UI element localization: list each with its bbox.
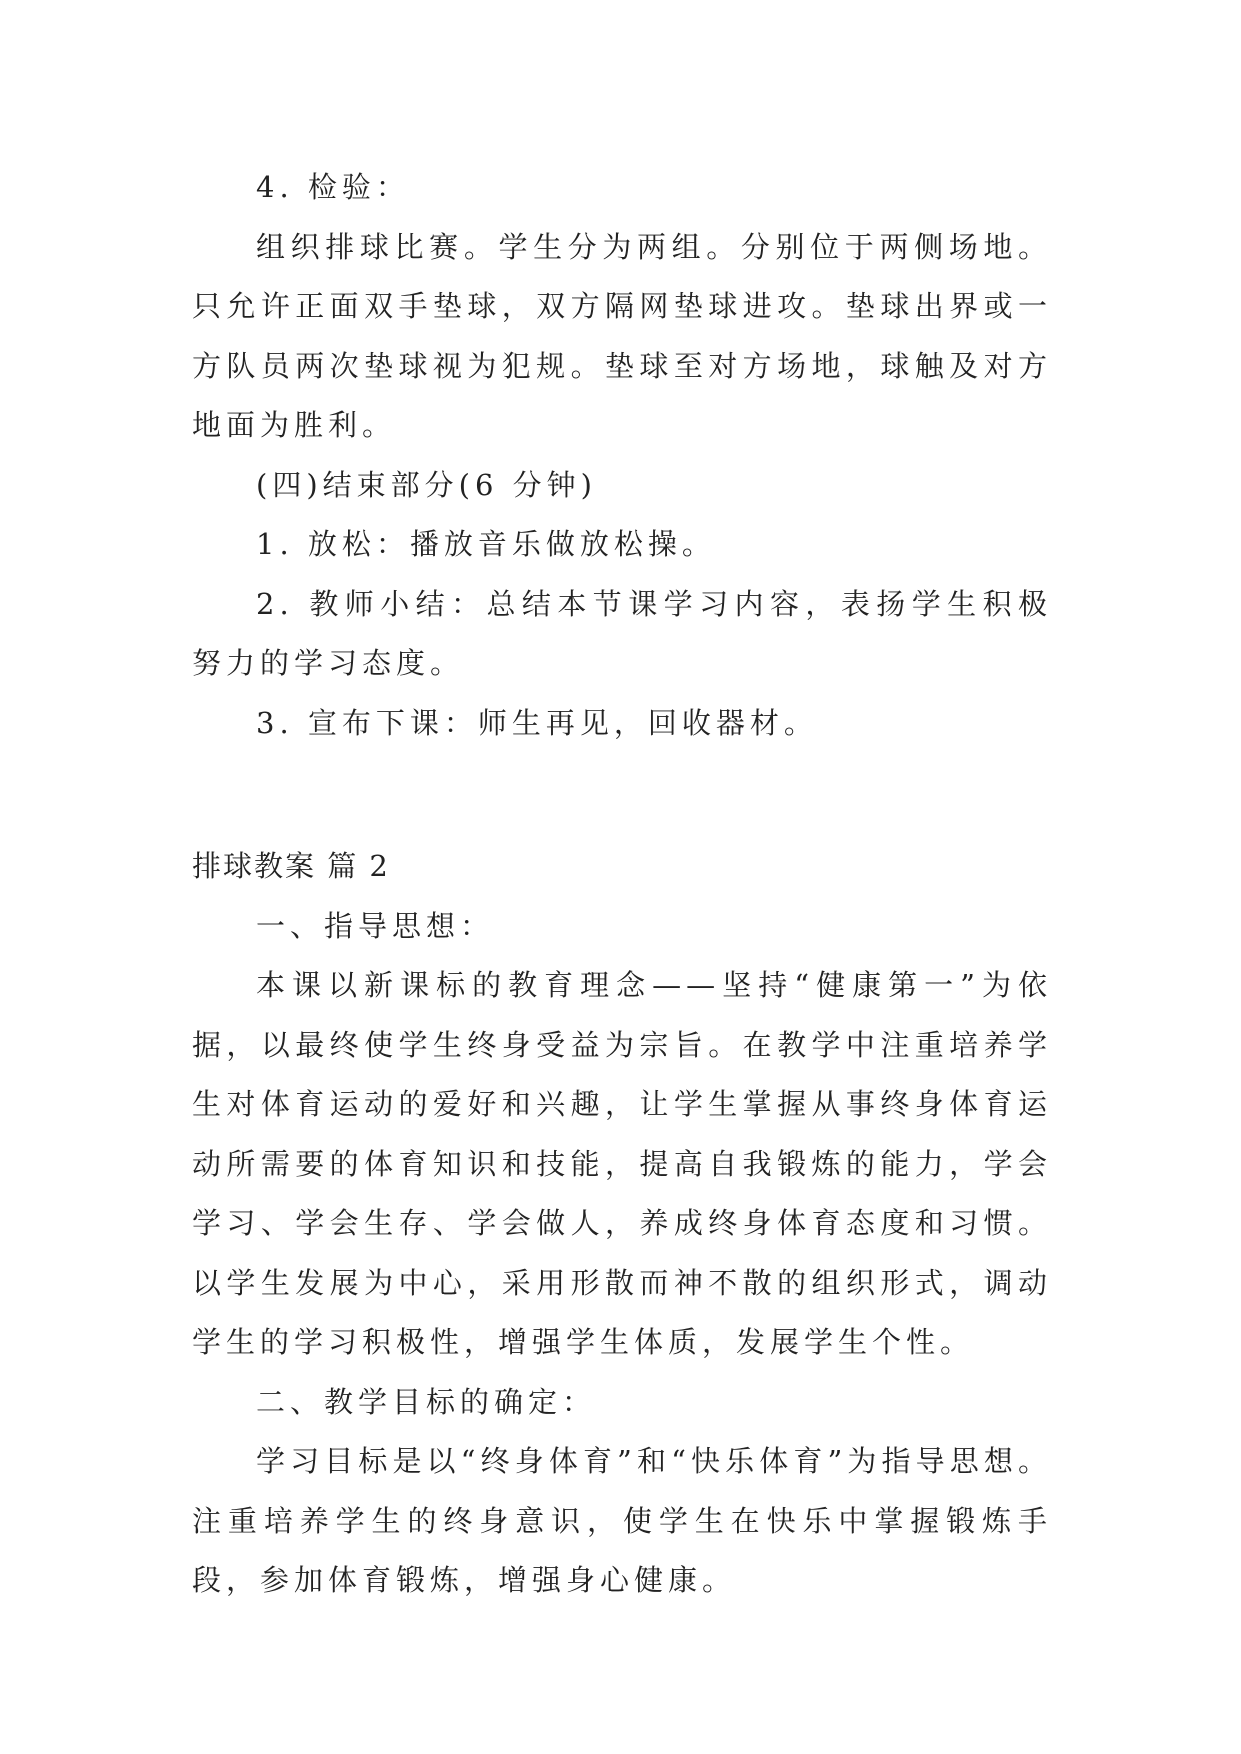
lesson-2-title: 排球教案 篇 2 <box>192 849 390 883</box>
section-gap <box>192 753 1052 837</box>
paragraph-relax: 1. 放松：播放音乐做放松操。 <box>256 527 716 561</box>
heading-guiding-ideology: 一、指导思想： <box>256 908 495 943</box>
paragraph-volleyball-match: 组织排球比赛。学生分为两组。分别位于两侧场地。只允许正面双手垫球，双方隔网垫球进攻。垫球出界或一方队员两次垫球视为犯规。垫球至对方场地，球触及对方地面为胜利。 <box>192 229 1052 442</box>
paragraph-ending-section: (四)结束部分(6 分钟) <box>256 467 597 502</box>
heading-teaching-goals: 二、教学目标的确定： <box>256 1384 597 1419</box>
paragraph-teaching-goals: 学习目标是以“终身体育”和“快乐体育”为指导思想。注重培养学生的终身意识，使学生在快乐中掌握锻炼手段，参加体育锻炼，增强身心健康。 <box>192 1444 1052 1597</box>
paragraph-check-heading: 4. 检验： <box>256 170 410 204</box>
document-page <box>192 158 1052 1611</box>
paragraph-dismiss-class: 3. 宣布下课：师生再见，回收器材。 <box>256 705 818 740</box>
paragraph-teacher-summary: 2. 教师小结：总结本节课学习内容，表扬学生积极努力的学习态度。 <box>192 586 1052 680</box>
paragraph-guiding-ideology: 本课以新课标的教育理念——坚持“健康第一”为依据，以最终使学生终身受益为宗旨。在教学中注重培养学生对体育运动的爱好和兴趣，让学生掌握从事终身体育运动所需要的体育知识和技能，提高自我锻炼的能力，学会学习、学会生存、学会做人，养成终身体育态度和习惯。以学生发展为中心，采用形散而神不散的组织形式，调动学生的学习积极性，增强学生体质，发展学生个性。 <box>192 968 1052 1359</box>
